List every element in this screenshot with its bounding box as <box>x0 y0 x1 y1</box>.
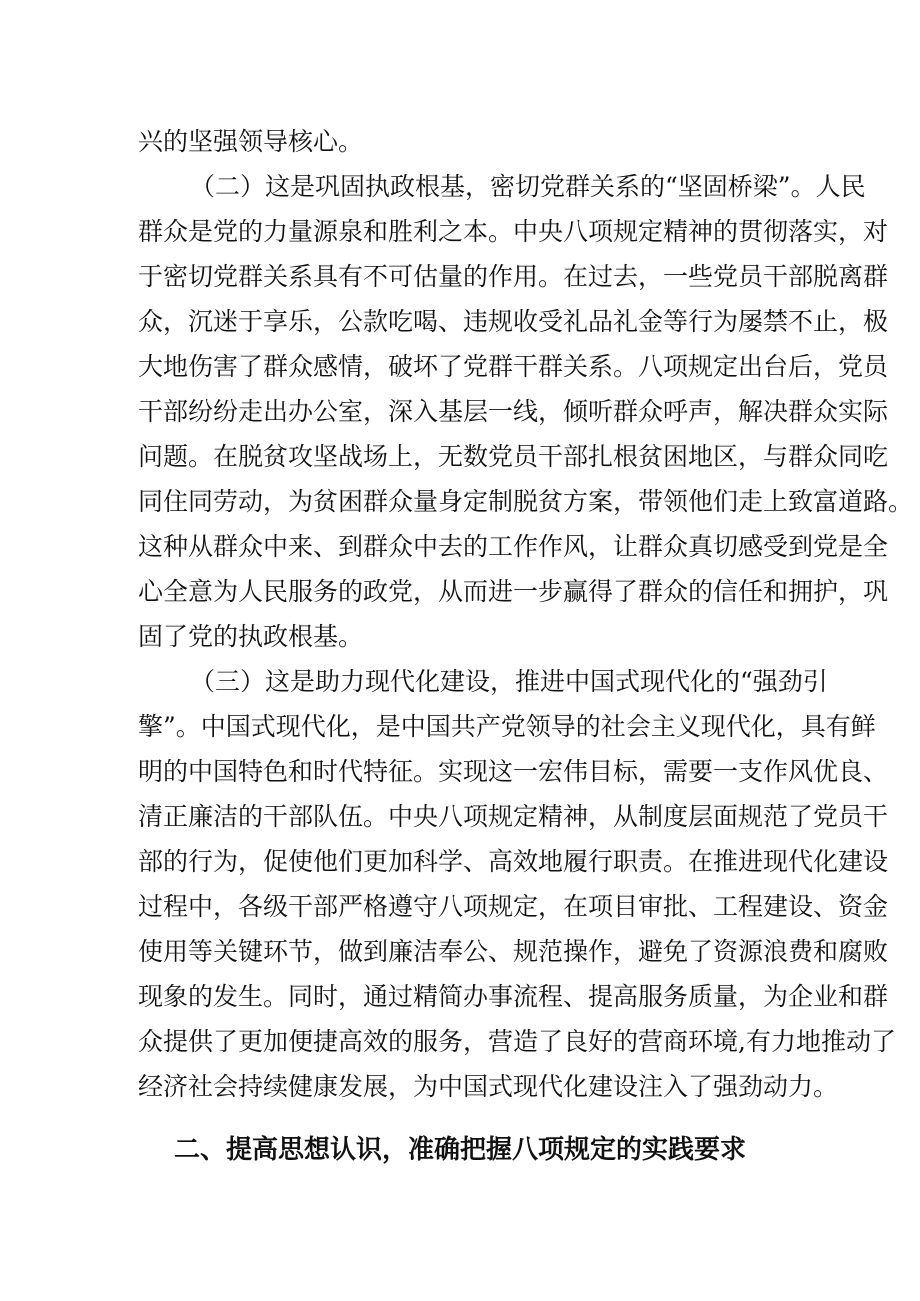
text-line: 现象的发生。同时，通过精简办事流程、提高服务质量，为企业和群 <box>138 982 889 1011</box>
section-heading: 二、提高思想认识，准确把握八项规定的实践要求 <box>173 1135 746 1165</box>
text-line: 众，沉迷于享乐，公款吃喝、违规收受礼品礼金等行为屡禁不止，极 <box>138 307 889 336</box>
text-line: 问题。在脱贫攻坚战场上，无数党员干部扎根贫困地区，与群众同吃 <box>138 442 889 471</box>
text-line: 同住同劳动，为贫困群众量身定制脱贫方案，带领他们走上致富道路。 <box>138 487 914 516</box>
text-line: 大地伤害了群众感情，破坏了党群干群关系。八项规定出台后，党员 <box>138 352 889 381</box>
text-line: 于密切党群关系具有不可估量的作用。在过去，一些党员干部脱离群 <box>138 262 889 291</box>
text-line: 清正廉洁的干部队伍。中央八项规定精神，从制度层面规范了党员干 <box>138 802 889 831</box>
text-line: 这种从群众中来、到群众中去的工作作风，让群众真切感受到党是全 <box>138 532 889 561</box>
paragraph-start-line: （二）这是巩固执政根基，密切党群关系的“坚固桥梁”。人民 <box>190 172 866 201</box>
text-line: 擎”。中国式现代化，是中国共产党领导的社会主义现代化，具有鲜 <box>138 712 876 741</box>
text-line: 经济社会持续健康发展，为中国式现代化建设注入了强劲动力。 <box>138 1072 839 1101</box>
text-line: 众提供了更加便捷高效的服务，营造了良好的营商环境,有力地推动了 <box>138 1027 896 1056</box>
text-line: 使用等关键环节，做到廉洁奉公、规范操作，避免了资源浪费和腐败 <box>138 937 889 966</box>
text-line: 兴的坚强领导核心。 <box>138 127 364 156</box>
text-line: 固了党的执政根基。 <box>138 622 364 651</box>
text-line: 心全意为人民服务的政党，从而进一步赢得了群众的信任和拥护，巩 <box>138 577 889 606</box>
text-line: 明的中国特色和时代特征。实现这一宏伟目标，需要一支作风优良、 <box>138 757 889 786</box>
text-line: 干部纷纷走出办公室，深入基层一线，倾听群众呼声，解决群众实际 <box>138 397 889 426</box>
text-line: 过程中，各级干部严格遵守八项规定，在项目审批、工程建设、资金 <box>138 892 889 921</box>
paragraph-start-line: （三）这是助力现代化建设，推进中国式现代化的“强劲引 <box>190 667 828 696</box>
text-line: 群众是党的力量源泉和胜利之本。中央八项规定精神的贯彻落实，对 <box>138 217 889 246</box>
text-line: 部的行为，促使他们更加科学、高效地履行职责。在推进现代化建设 <box>138 847 889 876</box>
